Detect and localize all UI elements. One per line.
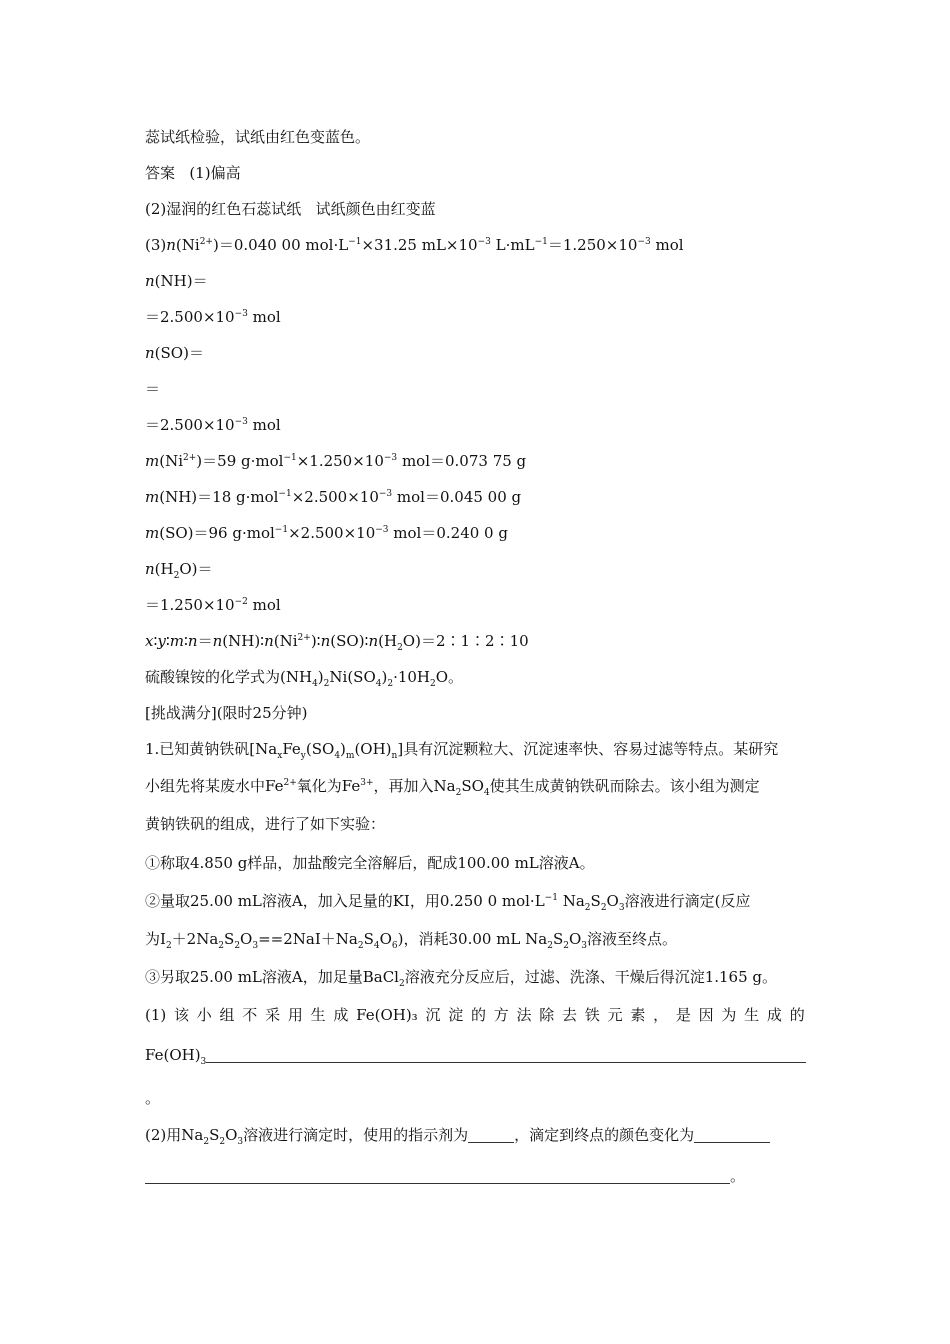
question-1 <box>145 1005 805 1025</box>
word: 生 <box>744 1006 760 1024</box>
answer-blank-line: 。 <box>145 1166 745 1186</box>
word: 为 <box>721 1006 737 1024</box>
word: 因 <box>698 1006 714 1024</box>
indicator-blank[interactable] <box>468 1128 514 1143</box>
question-2: (2)用$Na_2S_2O_3$溶液进行滴定时，使用的指示剂为 ，滴定到终点的颜色变化为 <box>145 1125 770 1145</box>
word: 铁 <box>584 1006 600 1024</box>
formula-line: m(SO)＝96 $g\cdot mol^{-1}\times 2.500\times 10^{-3}$ mol＝0.240 0 g <box>145 524 508 542</box>
word: 方 <box>493 1006 509 1024</box>
word: 素 <box>630 1006 646 1024</box>
text-line: (2)湿润的红色石蕊试纸 试纸颜色由红变蓝 <box>145 200 436 218</box>
ratio-line: $x∶y∶m∶n=n(NH)∶n(Ni^{2+})∶n(SO)∶n(H_2O)=2∶1∶2∶10$ <box>145 632 529 653</box>
step-2-continued: 为$I_2+2Na_2S_2O_3==2NaI+Na_2S_4O_6$)，消耗30.00 mL $Na_2S_2O_3$溶液至终点。 <box>145 930 678 951</box>
formula-line: ＝ <box>145 380 161 398</box>
step-1: ①称取4.850 g样品，加盐酸完全溶解后，配成100.00 mL溶液A。 <box>145 854 595 872</box>
word: 的 <box>470 1006 486 1024</box>
question-text: 黄钠铁矾的组成，进行了如下实验： <box>145 815 386 833</box>
answer-line: 答案 (1)偏高 <box>145 164 241 182</box>
color-change-blank[interactable] <box>694 1128 770 1143</box>
formula-line: n(NH)＝ <box>145 272 208 290</box>
word: 组 <box>219 1006 235 1024</box>
answer-blank[interactable] <box>206 1048 806 1063</box>
word: Fe(OH)₃ <box>356 1006 418 1024</box>
word: 成 <box>333 1006 349 1024</box>
text-line: 硫酸镍铵的化学式为$(NH_4)_2Ni(SO_4)_2\cdot 10H_2O$。 <box>145 668 464 689</box>
formula-line: $(3)n(Ni^{2+})=0.040$ 00 $mol\cdot L^{-1}\times 31.25$ $mL\times 10^{-3}$ $L\cdot mL^{-1}=1.250\times 10^{-3}$ mol <box>145 236 684 254</box>
word: 淀 <box>448 1006 464 1024</box>
word: 不 <box>242 1006 258 1024</box>
formula-line: $=2.500\times 10^{-3}$ mol <box>145 416 281 434</box>
formula-line: $m(Ni^{2+})=59$ $g\cdot mol^{-1}\times 1.250\times 10^{-3}$ mol＝0.073 75 g <box>145 452 527 470</box>
word: 该 <box>174 1006 190 1024</box>
word: 除 <box>539 1006 555 1024</box>
word: 采 <box>265 1006 281 1024</box>
answer-blank[interactable] <box>145 1169 730 1184</box>
question-text: 小组先将某废水中$Fe^{2+}$氧化为$Fe^{3+}$，再加入$Na_2SO_4$使其生成黄钠铁矾而除去。该小组为测定 <box>145 777 760 798</box>
formula-line: $=2.500\times 10^{-3}$ mol <box>145 308 281 326</box>
text-line: 蕊试纸检验，试纸由红色变蓝色。 <box>145 128 371 146</box>
formula-line: $=1.250\times 10^{-2}$ mol <box>145 596 281 614</box>
word: 是 <box>675 1006 691 1024</box>
word: 成 <box>766 1006 782 1024</box>
formula-line: n(SO)＝ <box>145 344 204 362</box>
word: 的 <box>789 1006 805 1024</box>
word: 小 <box>196 1006 212 1024</box>
word: 用 <box>287 1006 303 1024</box>
word: 去 <box>562 1006 578 1024</box>
word: ， <box>653 1006 669 1024</box>
formula-line: m(NH)＝18 $g\cdot mol^{-1}\times 2.500\times 10^{-3}$ mol＝0.045 00 g <box>145 488 522 506</box>
step-3: ③另取25.00 mL溶液A，加足量BaCl$_2$溶液充分反应后，过滤、洗涤、干燥后得沉淀1.165 g。 <box>145 968 778 989</box>
formula-line: $n(H_2O)=$ <box>145 560 213 581</box>
word: 沉 <box>425 1006 441 1024</box>
word: 生 <box>310 1006 326 1024</box>
word: 元 <box>607 1006 623 1024</box>
section-heading: [挑战满分](限时25分钟) <box>145 704 308 722</box>
question-text: 1.已知黄钠铁矾$[Na_xFe_y(SO_4)_m(OH)_n]$具有沉淀颗粒大、沉淀速率快、容易过滤等特点。某研究 <box>145 740 779 761</box>
text-line: 。 <box>145 1089 161 1107</box>
word: 法 <box>516 1006 532 1024</box>
answer-blank-line: $Fe(OH)_3$ <box>145 1045 806 1065</box>
step-2: ②量取25.00 mL溶液A，加入足量的KI，用0.250 0 $mol\cdot L^{-1}$ $Na_2S_2O_3$溶液进行滴定(反应 <box>145 892 751 913</box>
word: (1) <box>145 1006 167 1024</box>
